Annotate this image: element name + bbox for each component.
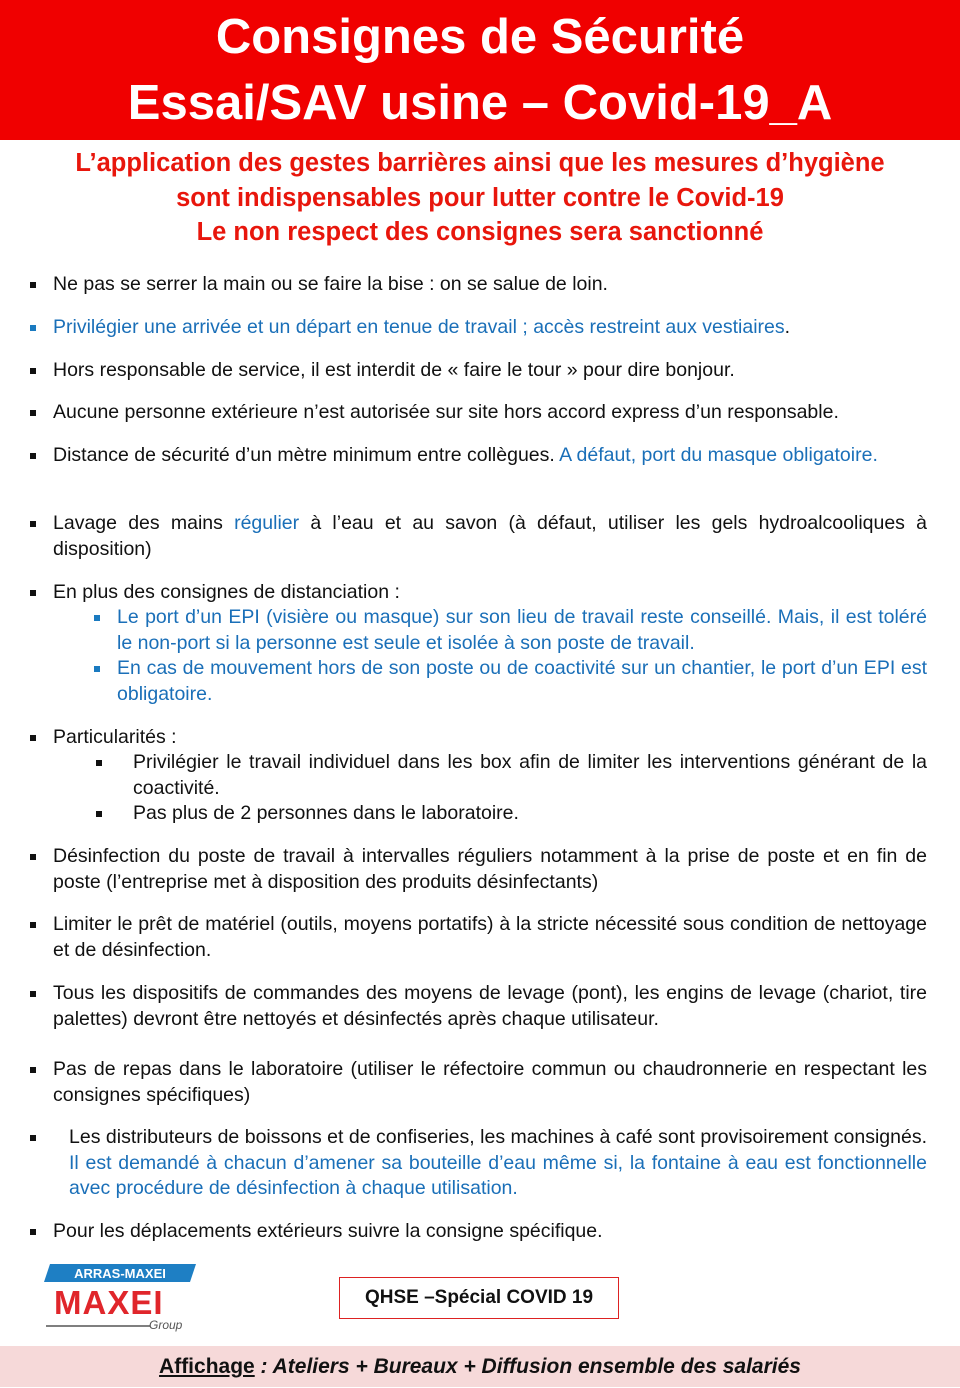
page-title-line1: Consignes de Sécurité (215, 10, 745, 64)
rule-item (53, 358, 927, 384)
page-header (0, 0, 960, 140)
logo-wordmark: MAXEI (54, 1284, 164, 1321)
rule-item (53, 443, 927, 469)
bullet-icon (30, 1135, 36, 1141)
rule-subitem: En cas de mouvement hors de son poste ou de coactivité sur un chantier, le port d’un EPI est obligatoire. (117, 657, 927, 705)
rule-text-highlight: Privilégier une arrivée et un départ en tenue de travail ; accès restreint aux vestiaires (53, 316, 785, 338)
logo-group-text: Group (149, 1318, 183, 1332)
rule-item (53, 315, 927, 341)
footer-separator: : (254, 1355, 273, 1378)
rule-text: Les distributeurs de boissons et de confiseries, les machines à café sont provisoirement consignés. (69, 1126, 927, 1148)
rule-item (53, 912, 927, 963)
sub-bullet-icon (96, 760, 102, 766)
rule-text: à l’eau et au savon (à défaut, utiliser les gels hydroalcooliques à disposition) (53, 512, 927, 560)
bullet-icon (30, 410, 36, 416)
bullet-icon (30, 590, 36, 596)
rule-item (53, 981, 927, 1032)
footer-banner (0, 1346, 960, 1387)
footer-label: Affichage (159, 1355, 255, 1378)
sub-bullet-icon (96, 811, 102, 817)
rule-item (69, 1125, 927, 1202)
sub-bullet-icon (94, 615, 100, 621)
rule-text-highlight: régulier (234, 512, 300, 534)
rule-item (53, 580, 927, 606)
maxei-logo-icon (44, 1262, 202, 1336)
company-logo (44, 1262, 202, 1336)
rule-text: Désinfection du poste de travail à intervalles réguliers notamment à la prise de poste et en fin de poste (l’entreprise met à disposition des produits désinfectants) (53, 845, 927, 893)
bullet-icon (30, 1229, 36, 1235)
rule-item (53, 725, 927, 751)
rule-item (53, 400, 927, 426)
rule-text: Distance de sécurité d’un mètre minimum entre collègues. (53, 444, 560, 466)
rule-subitem: Le port d’un EPI (visière ou masque) sur son lieu de travail reste conseillé. Mais, il est toléré le non-port si la personne est seule et isolée à son poste de travail. (117, 606, 927, 654)
rule-text: Particularités : (53, 726, 177, 748)
rule-text: Pour les déplacements extérieurs suivre la consigne spécifique. (53, 1220, 603, 1242)
rule-subitem: Pas plus de 2 personnes dans le laboratoire. (133, 802, 519, 824)
rule-text: Tous les dispositifs de commandes des moyens de levage (pont), les engins de levage (chariot, tire palettes) devront être nettoyés et désinfectés après chaque utilisateur. (53, 982, 927, 1030)
bullet-icon (30, 922, 36, 928)
rule-text: Hors responsable de service, il est interdit de « faire le tour » pour dire bonjour. (53, 359, 735, 381)
bullet-icon (30, 735, 36, 741)
sub-bullet-icon (94, 666, 100, 672)
rule-item (53, 844, 927, 895)
intro-line: sont indispensables pour lutter contre le Covid-19 (176, 183, 784, 212)
page-title-line2: Essai/SAV usine – Covid-19_A (127, 76, 833, 130)
bullet-icon (30, 368, 36, 374)
bullet-icon (30, 991, 36, 997)
rule-text: Limiter le prêt de matériel (outils, moyens portatifs) à la stricte nécessité sous condition de nettoyage et de désinfection. (53, 913, 927, 961)
rule-text: Ne pas se serrer la main ou se faire la bise : on se salue de loin. (53, 273, 608, 295)
rule-text-highlight: Il est demandé à chacun d’amener sa bouteille d’eau même si, la fontaine à eau est fonctionnelle avec procédure de désinfection à chaque utilisation. (69, 1151, 927, 1199)
rule-text: Pas de repas dans le laboratoire (utiliser le réfectoire commun ou chaudronnerie en respectant les consignes spécifiques) (53, 1058, 927, 1106)
intro-line: L’application des gestes barrières ainsi que les mesures d’hygiène (75, 149, 885, 177)
bullet-icon (30, 282, 36, 288)
bullet-icon (30, 1067, 36, 1073)
qhse-label-box: QHSE –Spécial COVID 19 (339, 1277, 619, 1319)
rule-text-highlight: A défaut, port du masque obligatoire. (559, 444, 878, 466)
logo-badge-text: ARRAS-MAXEI (74, 1266, 166, 1281)
rule-item (53, 511, 927, 562)
rule-text: Aucune personne extérieure n’est autorisée sur site hors accord express d’un responsable. (53, 401, 839, 423)
rule-item (53, 1219, 927, 1245)
rule-text: . (784, 316, 791, 338)
rule-item (53, 1057, 927, 1108)
intro-line: Le non respect des consignes sera sanctionné (196, 218, 764, 246)
bullet-icon (30, 854, 36, 860)
rule-item (53, 272, 927, 298)
bullet-icon (30, 325, 36, 331)
intro-warning (0, 146, 960, 250)
bullet-icon (30, 453, 36, 459)
rule-text: En plus des consignes de distanciation : (53, 581, 400, 603)
footer-text: Ateliers + Bureaux + Diffusion ensemble des salariés (272, 1355, 801, 1378)
rule-subitem: Privilégier le travail individuel dans les box afin de limiter les interventions générant de la coactivité. (133, 751, 927, 799)
rule-text: Lavage des mains (53, 512, 235, 534)
bullet-icon (30, 521, 36, 527)
